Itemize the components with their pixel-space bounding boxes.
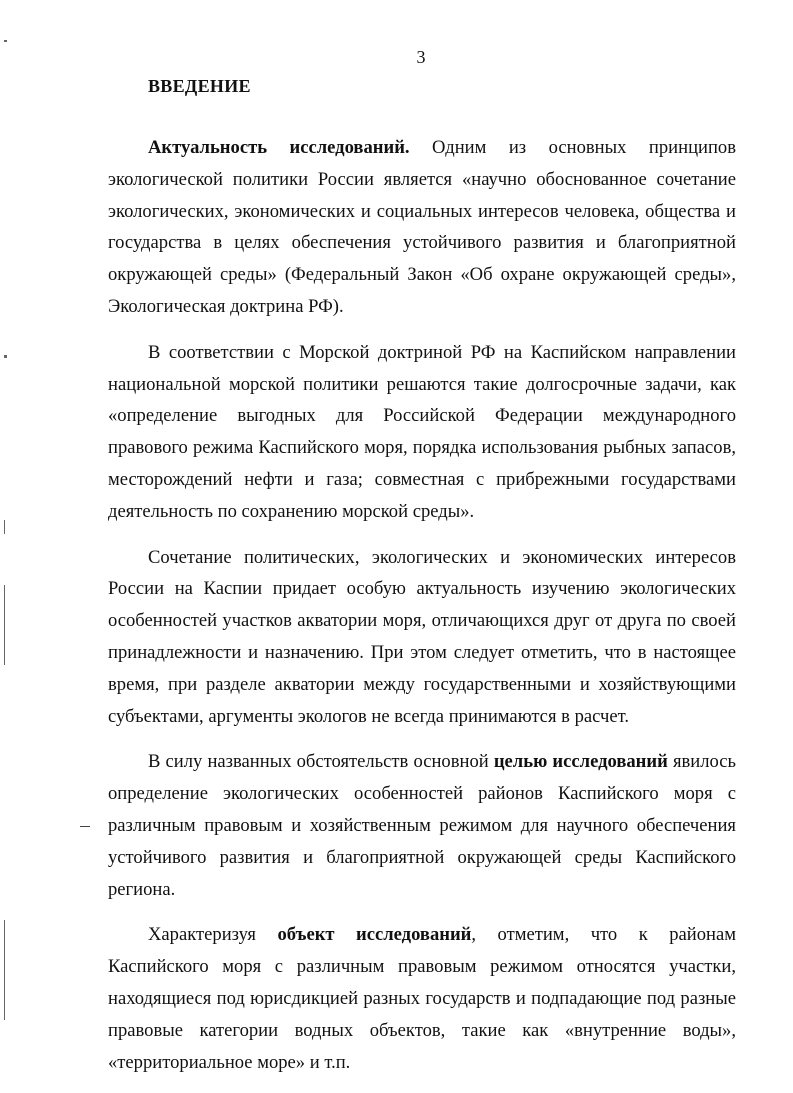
- scan-margin-mark: [4, 920, 5, 1020]
- paragraph-text: Сочетание политических, экологических и экономических интересов России на Каспии придает особую актуальность изучению экологических особенностей участков акватории моря, отличающихся друг от друга по своей принадлежности и назначению. При этом следует отметить, что в настоящее время, при разделе акватории между государственными и хозяйствующими субъектами, аргументы экологов не всегда принимаются в расчет.: [108, 546, 736, 727]
- scan-margin-mark: [4, 520, 5, 534]
- scan-dash-mark: [80, 826, 90, 827]
- page-number: 3: [416, 47, 426, 67]
- paragraph-text: В соответствии с Морской доктриной РФ на Каспийском направлении национальной морской политики решаются такие долгосрочные задачи, как «определение выгодных для Российской Федерации международного правового режима Каспийского моря, порядка использования рыбных запасов, месторождений нефти и газа; совместная с прибрежными государствами деятельность по сохранению морской среды».: [108, 341, 736, 522]
- paragraph: [108, 919, 736, 1078]
- scan-margin-mark: [4, 355, 7, 358]
- paragraph-text: В силу названных обстоятельств основной: [148, 751, 494, 773]
- emphasis-goal: целью исследований: [493, 751, 668, 773]
- paragraph-text: явилось определение экологических особенностей районов Каспийского моря с различным правовым и хозяйственным режимом для научного обеспечения устойчивого развития и благоприятной окружающей среды Каспийского региона.: [108, 751, 737, 900]
- paragraph-lead: Актуальность исследований.: [148, 137, 410, 158]
- paragraph-text: , отметим, что к районам Каспийского моря с различным правовым режимом относятся участки, находящиеся под юрисдикцией разных государств и подпадающие под разные правовые категории водных объектов, такие как «внутренние воды», «территориальное море» и т.п.: [108, 924, 736, 1073]
- body-text: [108, 132, 736, 1078]
- paragraph: [108, 542, 736, 733]
- paragraph: [108, 337, 736, 528]
- emphasis-object: объект исследований: [277, 924, 472, 946]
- paragraph-text: Одним из основных принципов экологической политики России является «научно обоснованное сочетание экологических, экономических и социальных интересов человека, общества и государства в целях обеспечения устойчивого развития и благоприятной окружающей среды» (Федеральный Закон «Об охране окружающей среды», Экологическая доктрина РФ).: [108, 137, 736, 317]
- paragraph-text: Характеризуя: [148, 924, 278, 946]
- paragraph: [108, 746, 736, 905]
- paragraph: [108, 132, 736, 323]
- scan-margin-mark: [4, 40, 7, 42]
- section-heading: ВВЕДЕНИЕ: [148, 76, 251, 96]
- scan-margin-mark: [4, 585, 5, 665]
